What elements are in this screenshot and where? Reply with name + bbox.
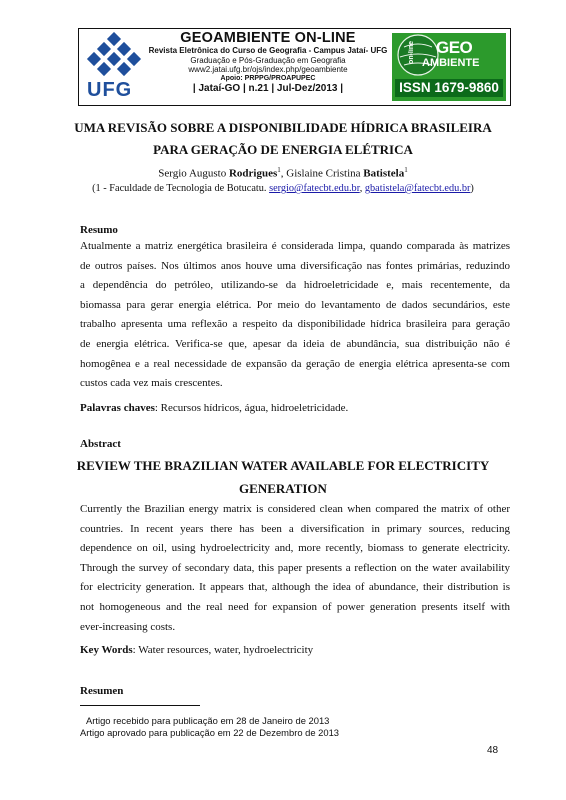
abstract-line: Currently the Brazilian energy matrix is considered clean when compared the matrix of other (80, 503, 510, 515)
affiliation-suffix: ) (470, 183, 474, 194)
resumo-body (80, 237, 510, 394)
journal-title: GEOAMBIENTE ON-LINE (180, 30, 356, 46)
affiliation-prefix: (1 - Faculdade de Tecnologia de Botucatu. (92, 183, 270, 194)
abstract-line: countries. In recent years there has been a diversification in primary sources, reducing (80, 522, 510, 535)
issn-label: ISSN 1679-9860 (395, 79, 503, 97)
ufg-logo-text: UFG (87, 79, 133, 101)
resumo-heading: Resumo (80, 224, 118, 236)
footnote-received: Artigo recebido para publicação em 28 de Janeiro de 2013 (86, 715, 330, 726)
resumo-keywords-label: Palavras chaves (80, 402, 155, 414)
abstract-body (80, 500, 510, 637)
journal-banner (78, 28, 511, 106)
author1-first: Sergio Augusto (158, 167, 229, 180)
author-separator: , Gislaine Cristina (280, 167, 364, 180)
resumo-line: biomassa para gerar energia elétrica. Por meio do levantamento de dados secundários, este (80, 298, 510, 311)
geoambiente-logo (392, 33, 506, 101)
resumo-line: de outros países. Nos últimos anos houve uma diversificação nas fontes primárias, reduzindo (80, 259, 510, 272)
abstract-title-line-2: GENERATION (239, 481, 327, 496)
affiliation (60, 182, 506, 195)
geo-text: GEO (436, 38, 473, 57)
email-link-2[interactable]: gbatistela@fatecbt.edu.br (364, 183, 471, 194)
journal-support: Apoio: PRPPG/PROAPUPEC (220, 74, 316, 82)
online-tag: on-line (408, 41, 415, 64)
resumo-line: a dependência do petróleo, utilizando-se da hidroeletricidade e, mais recentemente, da (80, 279, 510, 292)
abstract-title-line-1: REVIEW THE BRAZILIAN WATER AVAILABLE FOR ELECTRICITY (76, 458, 490, 473)
resumo-keywords-text: : Recursos hídricos, água, hidroeletricidade. (154, 402, 349, 414)
footnote-approved: Artigo aprovado para publicação em 22 de Dezembro de 2013 (80, 727, 340, 738)
affiliation-comma: , (359, 183, 365, 194)
abstract-line: dependence on oil, using hydroelectricity and, more recently, biomass to generate electricity. (80, 542, 510, 555)
abstract-heading: Abstract (80, 438, 121, 450)
abstract-keywords-text: : Water resources, water, hydroelectricity (132, 644, 314, 656)
author2-last: Batistela (363, 167, 405, 180)
journal-subtitle: Revista Eletrônica do Curso de Geografia - Campus Jataí- UFG (148, 46, 388, 55)
abstract-keywords-label: Key Words (80, 644, 133, 656)
abstract-line: not homogeneous and the real need for expansion of power generation presents itself with (80, 600, 510, 613)
paper-title-line-2: PARA GERAÇÃO DE ENERGIA ELÉTRICA (153, 142, 413, 157)
resumo-line: custos cada vez mais crescentes. (80, 377, 223, 390)
resumo-line: trabalho apresenta uma reflexão a respeito da disponibilidade hídrica brasileira para geração (80, 318, 510, 331)
resumo-keywords (80, 401, 510, 415)
footnote-divider (80, 705, 200, 706)
email-link-1[interactable]: sergio@fatecbt.edu.br (269, 183, 360, 194)
authors (60, 163, 506, 181)
abstract-line: Through the survey of secondary data, this paper presents a reflection on the water availability (80, 561, 510, 574)
page-number: 48 (487, 745, 499, 756)
journal-issue: | Jataí-GO | n.21 | Jul-Dez/2013 | (192, 83, 344, 95)
journal-program: Graduação e Pós-Graduação em Geografia (190, 55, 346, 65)
abstract-line: ever-increasing costs. (80, 620, 176, 633)
banner-text-block (143, 30, 393, 95)
author1-last: Rodrigues (228, 167, 278, 180)
abstract-line: for electricity generation. It appears that, although the idea of abundance, their distribution is (80, 581, 510, 594)
journal-url: www2.jatai.ufg.br/ojs/index.php/geoambiente (188, 65, 348, 75)
resumo-line: Atualmente a matriz energética brasileira é considerada limpa, quando comparada às matrizes (80, 240, 510, 252)
resumo-line: de energia elétrica. Verifica-se que, apesar da ideia de abundância, sua distribuição não é (80, 337, 510, 350)
author2-sup: 1 (404, 166, 408, 174)
paper-title-line-1: UMA REVISÃO SOBRE A DISPONIBILIDADE HÍDRICA BRASILEIRA (74, 120, 492, 135)
ufg-logo (83, 32, 143, 102)
ambiente-text: AMBIENTE (422, 57, 480, 69)
author1-sup: 1 (277, 166, 281, 174)
abstract-keywords (80, 643, 510, 657)
resumo-line: homogênea e a real necessidade de expansão da geração de energia elétrica apresenta-se com (80, 357, 510, 370)
resumen-heading: Resumen (80, 685, 124, 697)
